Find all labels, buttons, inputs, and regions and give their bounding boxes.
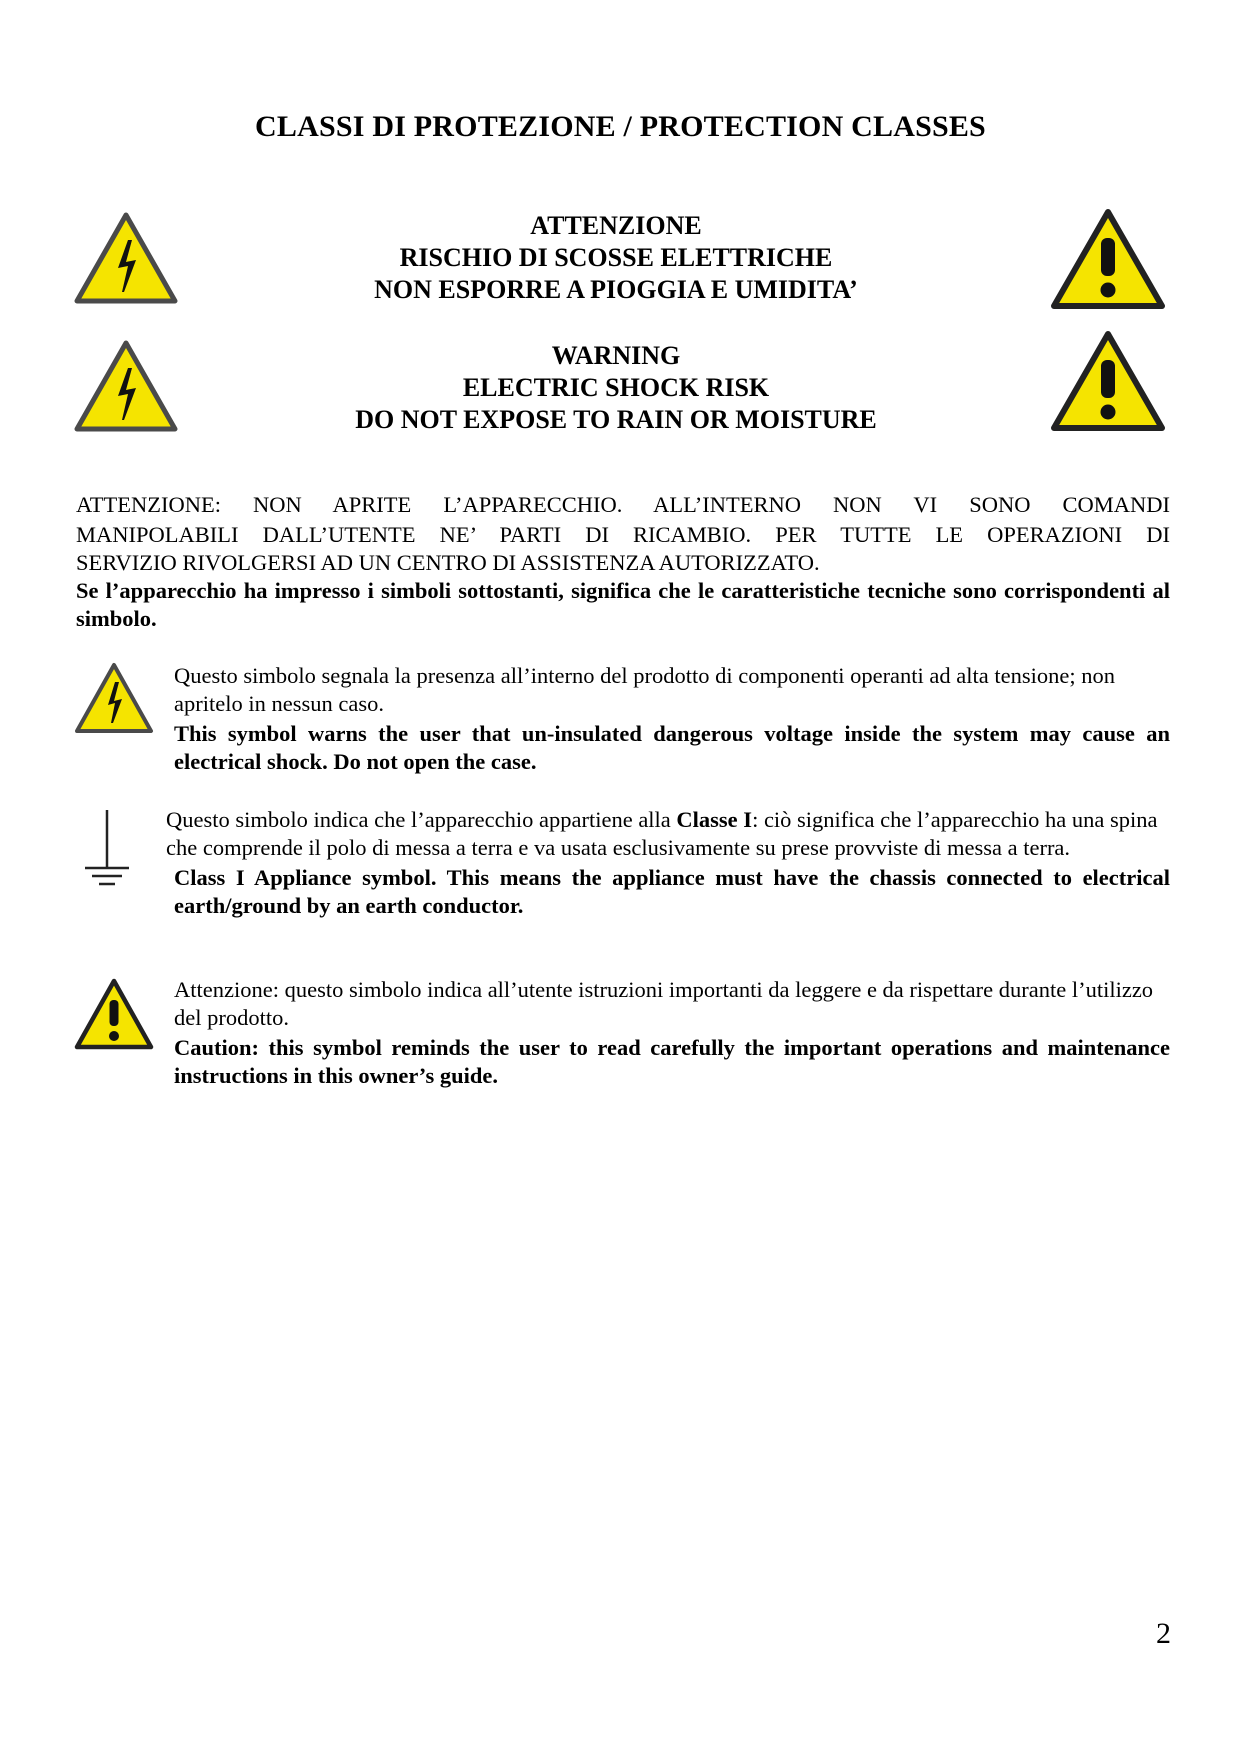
page-number: 2: [1156, 1617, 1171, 1650]
high-voltage-warning-icon: [74, 340, 178, 432]
symbol-caution-english: Caution: this symbol reminds the user to read carefully the important operations and maintenance instructions in this owner’s guide.: [174, 1035, 1170, 1088]
intro-line-2: MANIPOLABILI DALL’UTENTE NE’ PARTI DI RICAMBIO. PER TUTTE LE OPERAZIONI DI: [76, 522, 1170, 547]
intro-line-3: SERVIZIO RIVOLGERSI AD UN CENTRO DI ASSISTENZA AUTORIZZATO.: [76, 550, 820, 575]
exclamation-warning-icon: [74, 978, 154, 1050]
warning-english: [200, 340, 1032, 436]
warning-en-line2: ELECTRIC SHOCK RISK: [462, 373, 770, 402]
symbol-voltage-italian: Questo simbolo segnala la presenza all’interno del prodotto di componenti operanti ad alta tensione; non apritelo in nessun caso.: [174, 663, 1115, 716]
warning-it-line1: ATTENZIONE: [530, 211, 702, 240]
symbol-earth-italian-class: Classe I: [676, 807, 753, 832]
exclamation-warning-icon: [1050, 330, 1166, 432]
symbol-earth-english: Class I Appliance symbol. This means the appliance must have the chassis connected to electrical earth/ground by an earth conductor.: [174, 865, 1170, 918]
symbol-earth-italian: [166, 806, 1170, 862]
warning-it-line2: RISCHIO DI SCOSSE ELETTRICHE: [399, 243, 833, 272]
warning-it-line3: NON ESPORRE A PIOGGIA E UMIDITA’: [374, 275, 858, 304]
symbol-earth-text: [166, 806, 1170, 920]
symbol-voltage-text: [174, 662, 1170, 776]
symbol-earth-italian-pre: Questo simbolo indica che l’apparecchio appartiene alla: [166, 807, 677, 832]
symbol-caution-text: [174, 976, 1170, 1090]
intro-bold-note: Se l’apparecchio ha impresso i simboli sottostanti, significa che le caratteristiche tecniche sono corrispondenti al simbolo.: [76, 578, 1170, 631]
page-title: CLASSI DI PROTEZIONE / PROTECTION CLASSES: [255, 110, 986, 143]
earth-ground-icon: [82, 808, 132, 894]
intro-line-1: ATTENZIONE: NON APRITE L’APPARECCHIO. ALL’INTERNO NON VI SONO COMANDI: [76, 492, 1170, 517]
symbol-caution-italian: Attenzione: questo simbolo indica all’utente istruzioni importanti da leggere e da rispettare durante l’utilizzo del prodotto.: [174, 977, 1154, 1030]
warning-italian: [200, 210, 1032, 306]
warning-en-line3: DO NOT EXPOSE TO RAIN OR MOISTURE: [355, 405, 877, 434]
high-voltage-warning-icon: [74, 212, 178, 304]
warning-en-line1: WARNING: [551, 341, 681, 370]
symbol-voltage-english: This symbol warns the user that un-insulated dangerous voltage inside the system may cause an electrical shock. Do not open the case.: [174, 721, 1170, 774]
high-voltage-warning-icon: [74, 662, 154, 734]
symbol-earth-italian-post: : ciò significa che l’apparecchio ha una spina che comprende il polo di messa a terra e va usata esclusivamente su prese provviste di messa a terra.: [166, 807, 1158, 860]
exclamation-warning-icon: [1050, 208, 1166, 310]
